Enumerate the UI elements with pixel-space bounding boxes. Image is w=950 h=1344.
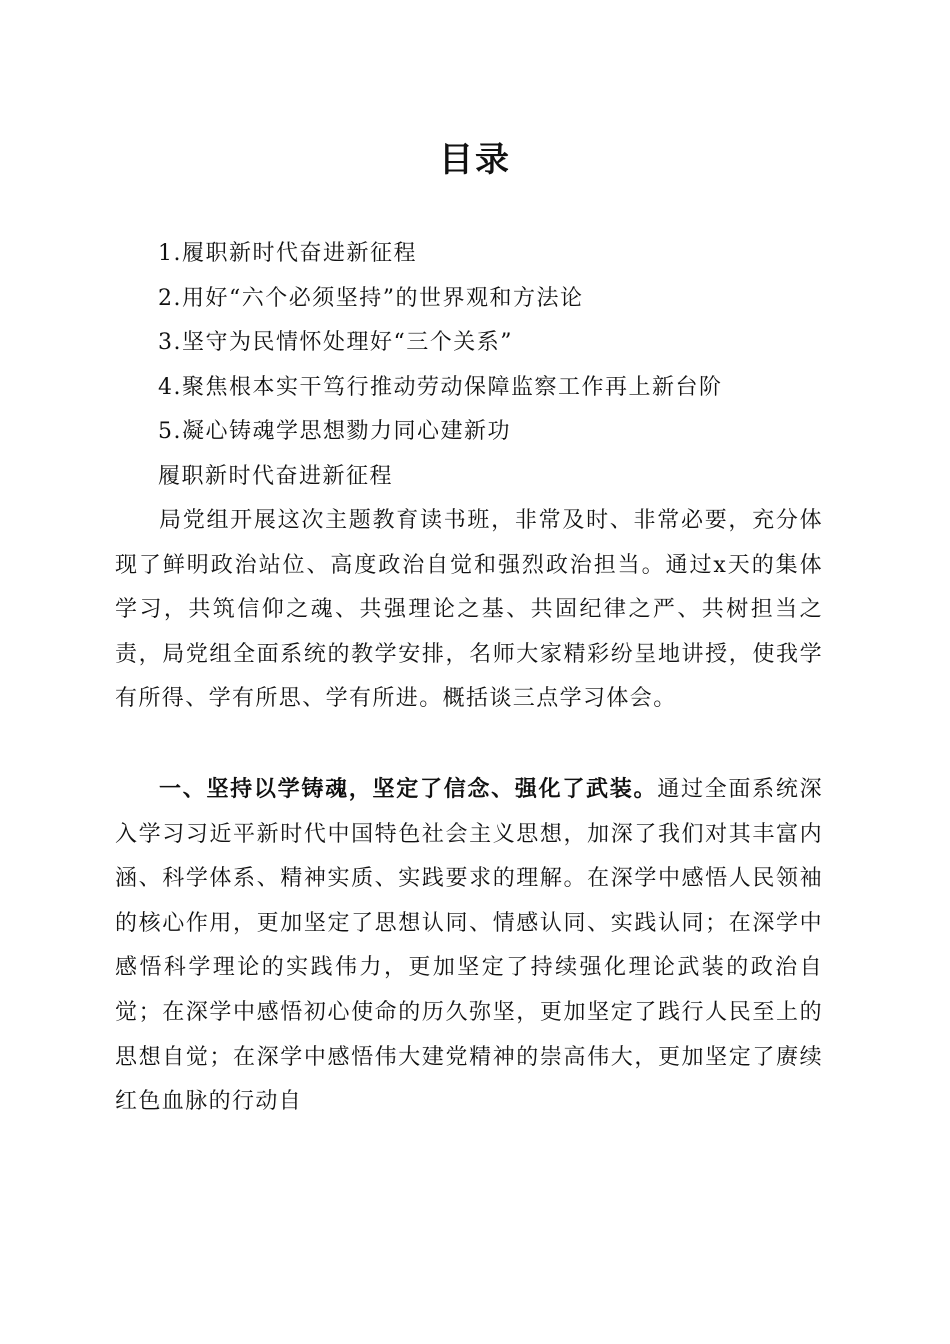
toc-item: 5.凝心铸魂学思想勠力同心建新功 [158,419,511,444]
table-of-contents [158,232,858,455]
section-title: 履职新时代奋进新征程 [158,464,394,489]
toc-item: 2.用好“六个必须坚持”的世界观和方法论 [158,285,584,311]
body-paragraph [115,767,823,1125]
toc-item: 3.坚守为民情怀处理好“三个关系” [158,330,513,355]
body-paragraph: 局党组开展这次主题教育读书班，非常及时、非常必要，充分体现了鲜明政治站位、高度政治自觉和强烈政治担当。通过x天的集体学习，共筑信仰之魂、共强理论之基、共固纪律之严、共树担当之责，局党组全面系统的教学安排，名师大家精彩纷呈地讲授，使我学有所得、学有所思、学有所进。概括谈三点学习体会。 [115,508,823,712]
toc-item: 4.聚焦根本实干笃行推动劳动保障监察工作再上新台阶 [158,374,723,400]
page-title: 目录 [439,140,511,180]
paragraph-heading: 一、坚持以学铸魂，坚定了信念、强化了武装。 [159,776,658,802]
paragraph-body: 通过全面系统深入学习习近平新时代中国特色社会主义思想，加深了我们对其丰富内涵、科学体系、精神实质、实践要求的理解。在深学中感悟人民领袖的核心作用，更加坚定了思想认同、情感认同、实践认同；在深学中感悟科学理论的实践伟力，更加坚定了持续强化理论武装的政治自觉；在深学中感悟初心使命的历久弥坚，更加坚定了践行人民至上的思想自觉；在深学中感悟伟大建党精神的崇高伟大，更加坚定了赓续红色血脉的行动自 [115,777,823,1115]
toc-item: 1.履职新时代奋进新征程 [158,241,417,266]
